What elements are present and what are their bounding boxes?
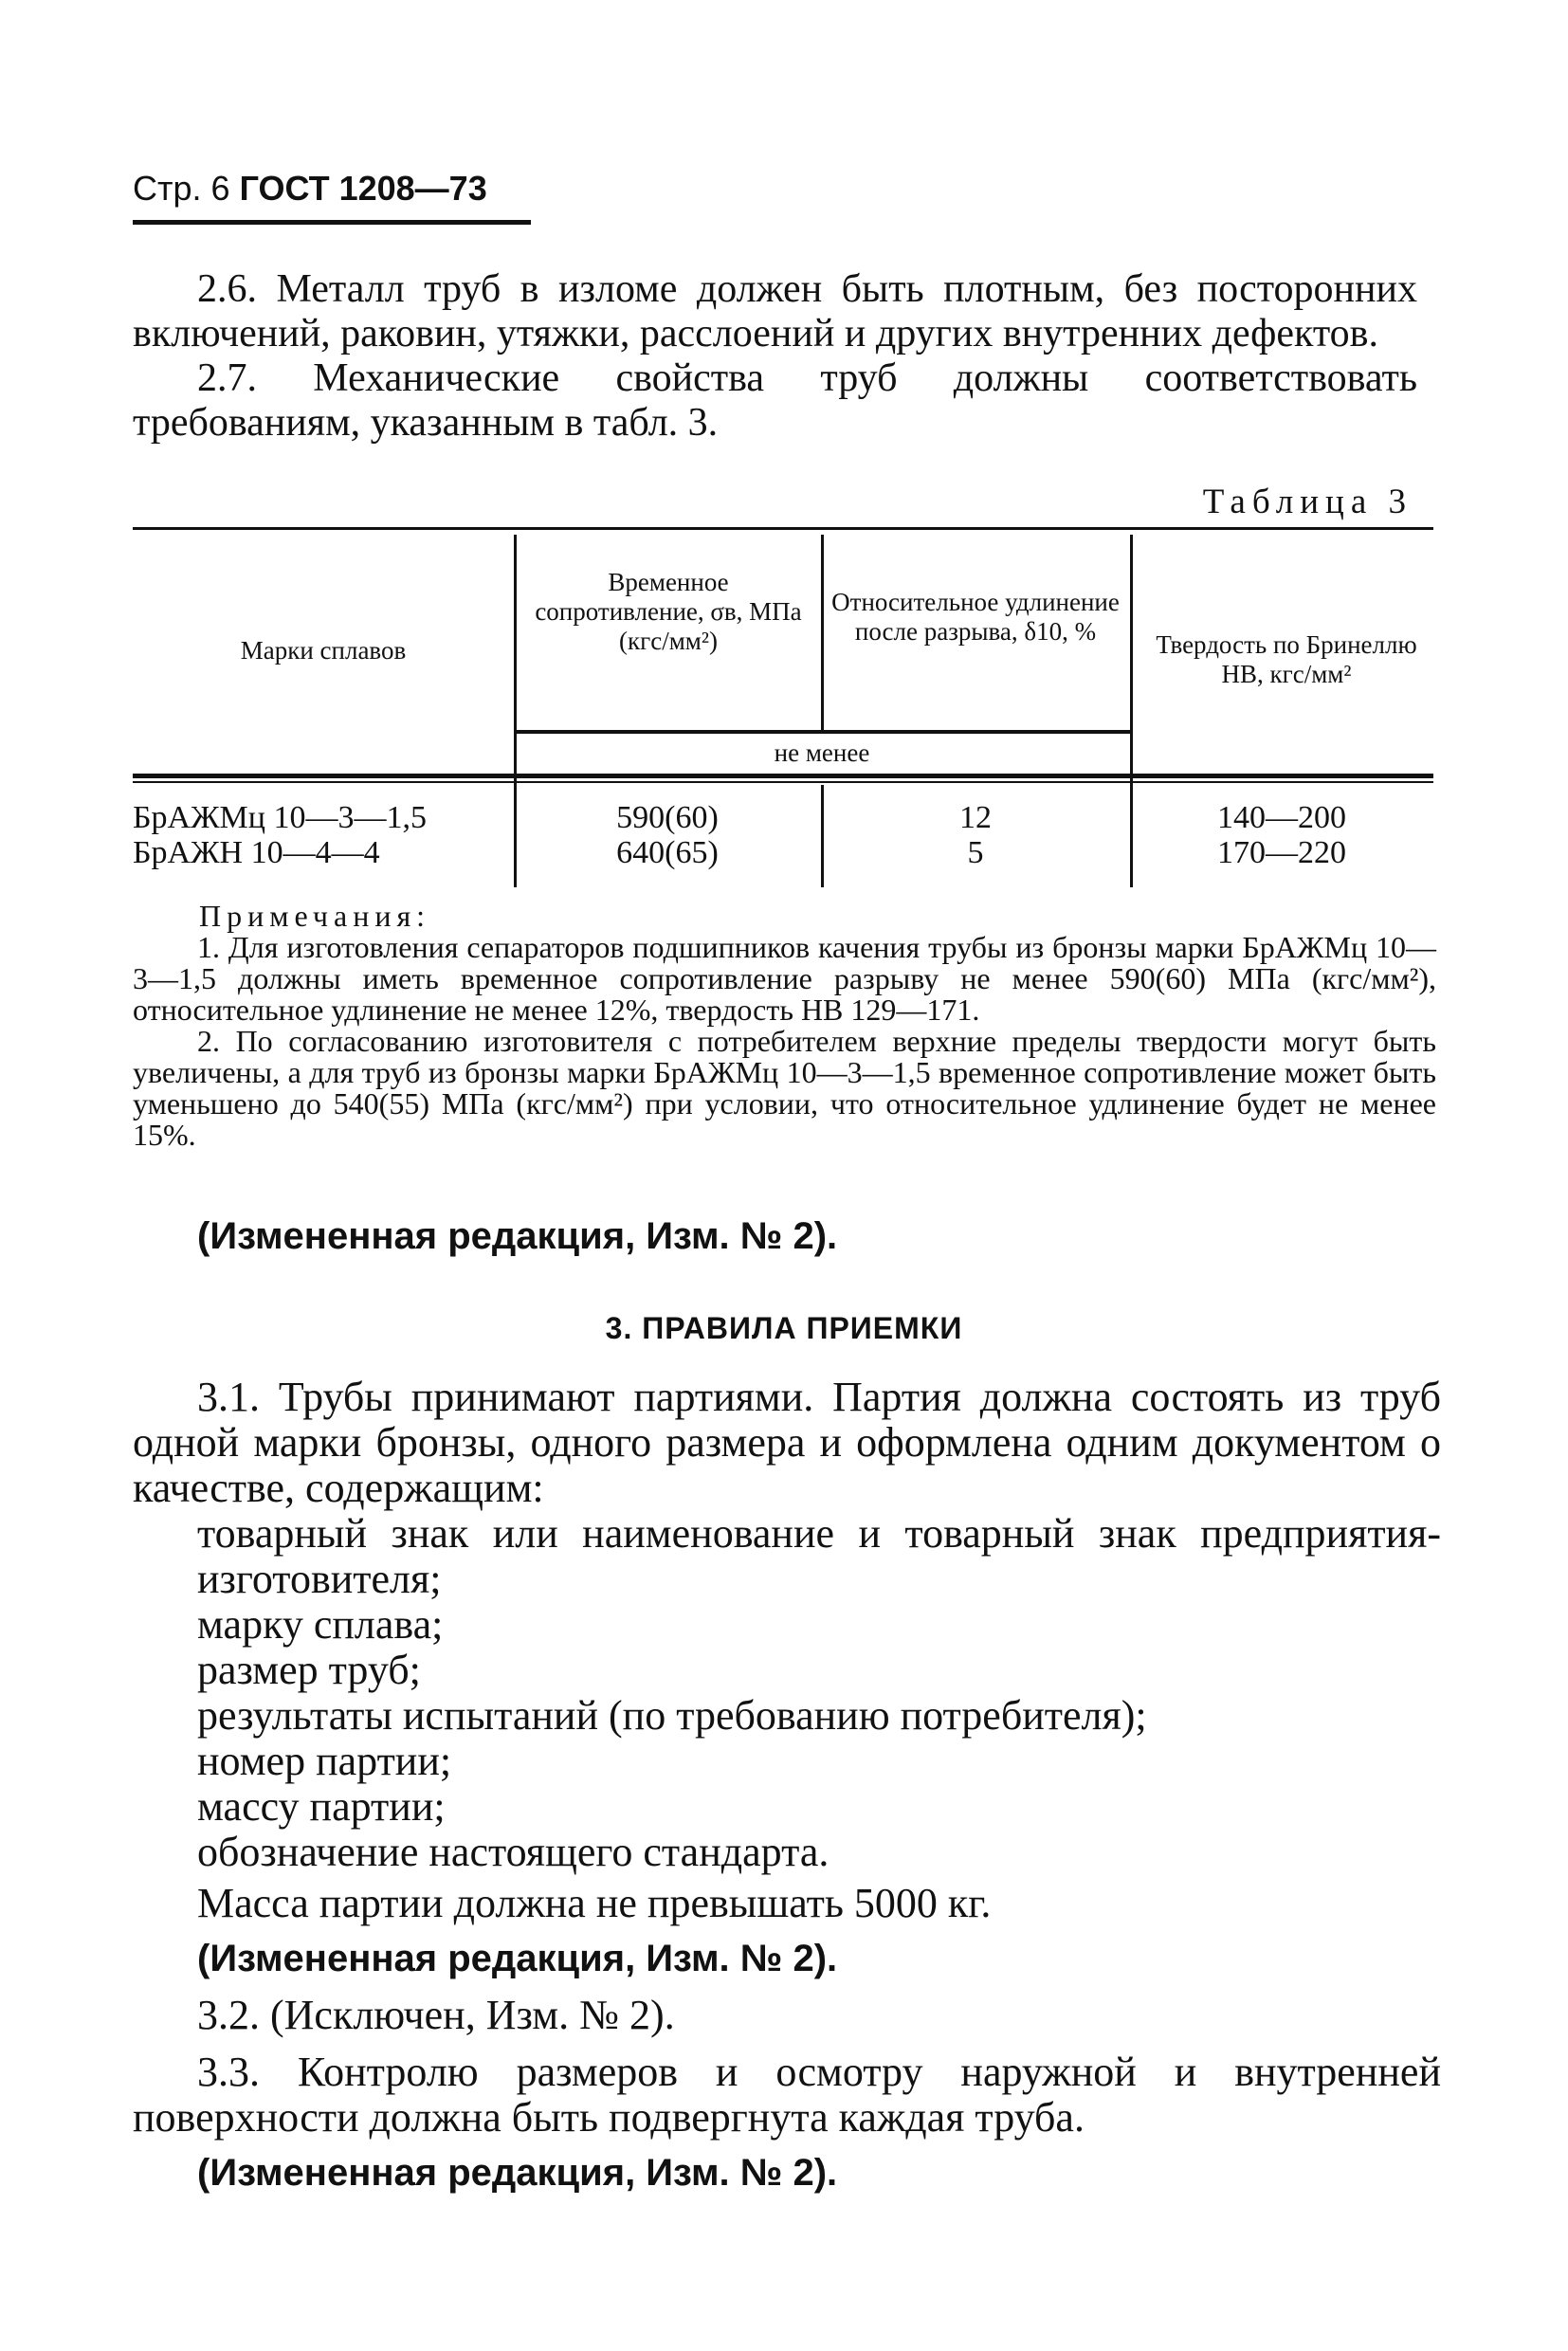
header-elongation: Относительное удлинение после разрыва, δ10, %	[831, 588, 1120, 646]
table-caption: Таблица 3	[1202, 483, 1413, 521]
table-cell-alloy: БрАЖН 10—4—4	[133, 835, 380, 870]
list-item: обозначение настоящего стандарта.	[197, 1829, 830, 1875]
standard-number: ГОСТ 1208—73	[239, 169, 487, 208]
table-notes	[133, 901, 1436, 1151]
amendment-note-1: (Измененная редакция, Изм. № 2).	[197, 1215, 838, 1257]
table-cell-elongation: 5	[967, 835, 984, 870]
table-cell-tensile: 640(65)	[616, 835, 719, 870]
table-cell-hardness: 170—220	[1217, 835, 1346, 870]
note-1: 1. Для изготовления сепараторов подшипников качения трубы из бронзы марки БрАЖМц 10—3—1,5 должны иметь временное сопротивление разрыву не менее 590(60) МПа (кгс/мм²), относительное удлинение не менее 12%, твердость НВ 129—171.	[133, 930, 1436, 1027]
list-item: марку сплава;	[197, 1601, 444, 1648]
header-bottom-rule	[133, 774, 1433, 778]
list-item: результаты испытаний (по требованию потребителя);	[197, 1692, 1147, 1739]
tensile-column	[514, 800, 821, 876]
list-item: номер партии;	[197, 1738, 452, 1784]
clause-2-6: 2.6. Металл труб в изломе должен быть плотным, без посторонних включений, раковин, утяжки, расслоений и других внутренних дефектов.	[133, 267, 1417, 355]
header-rule	[133, 220, 531, 225]
clauses-2	[133, 267, 1417, 446]
elongation-column	[821, 800, 1130, 876]
header-not-less: не менее	[774, 738, 870, 767]
list-item: массу партии;	[197, 1783, 446, 1830]
amendment-note-2: (Измененная редакция, Изм. № 2).	[197, 1938, 838, 1979]
list-item: товарный знак или наименование и товарный знак предприятия-изготовителя;	[197, 1510, 1441, 1602]
clause-3-2: 3.2. (Исключен, Изм. № 2).	[197, 1992, 675, 2038]
section-3-body	[133, 1375, 1441, 2196]
alloys-column	[133, 800, 514, 876]
amendment-note-3: (Измененная редакция, Изм. № 2).	[197, 2152, 838, 2194]
note-2: 2. По согласованию изготовителя с потребителем верхние пределы твердости могут быть увеличены, а для труб из бронзы марки БрАЖМц 10—3—1,5 временное сопротивление может быть уменьшено до 540(55) МПа (кгс/мм²) при условии, что относительное удлинение будет не менее 15%.	[133, 1024, 1436, 1152]
header-alloy: Марки сплавов	[240, 635, 407, 665]
header-bottom-rule-2	[133, 781, 1433, 783]
hardness-column	[1130, 800, 1433, 876]
section-3-title: 3. ПРАВИЛА ПРИЕМКИ	[605, 1311, 963, 1345]
col-divider-2a	[821, 535, 824, 730]
clause-2-7: 2.7. Механические свойства труб должны соответствовать требованиям, указанным в табл. 3.	[133, 356, 1417, 445]
header-tensile: Временное сопротивление, σв, МПа (кгс/мм²)	[535, 567, 802, 655]
table-cell-hardness: 140—200	[1217, 800, 1346, 835]
notes-title: Примечания:	[199, 899, 431, 933]
table-cell-elongation: 12	[959, 800, 992, 835]
header-hardness: Твердость по Бринеллю НВ, кгс/мм²	[1156, 630, 1417, 688]
table-cell-alloy: БрАЖМц 10—3—1,5	[133, 800, 427, 835]
page-header	[133, 169, 487, 209]
page-label: Стр. 6	[133, 169, 230, 208]
table-cell-tensile: 590(60)	[616, 800, 719, 835]
list-item: размер труб;	[197, 1647, 421, 1693]
clause-3-1: 3.1. Трубы принимают партиями. Партия должна состоять из труб одной марки бронзы, одного размера и оформлена одним документом о качестве, содержащим:	[133, 1374, 1441, 1511]
clause-mass: Масса партии должна не превышать 5000 кг.	[197, 1880, 992, 1926]
table-3	[133, 527, 1433, 887]
clause-3-3: 3.3. Контролю размеров и осмотру наружной и внутренней поверхности должна быть подвергнута каждая труба.	[133, 2049, 1441, 2141]
